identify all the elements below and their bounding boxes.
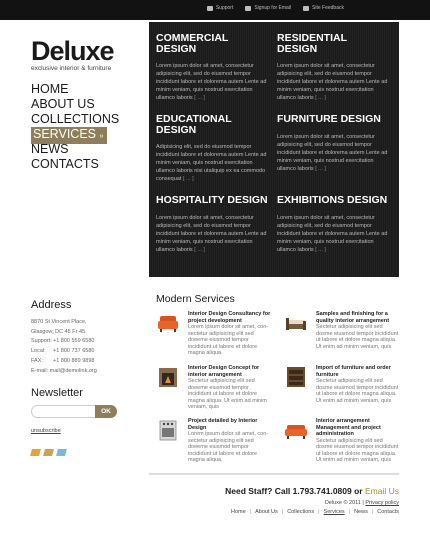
service-body: Sectetur adipisicing elit sed doeeme eiusmod tempor incididunt ut labore et dolore magna aliqua. Ut enim ad minim veniam, quis	[188, 378, 267, 410]
site-logo[interactable]	[31, 38, 114, 72]
service-heading[interactable]: Interior arrangement Management and project administration	[316, 418, 381, 437]
service-body: Sectetur adipisicing elit sed dosme eiusmod tempor incididunt ut labore et dolore magna aliqua. Ut enim ad minim veniam, quis	[316, 437, 399, 463]
rss-icon[interactable]	[30, 449, 41, 456]
unsubscribe-link[interactable]: unsubscribe	[31, 428, 61, 434]
panel-cell-text: Adipisicing elit, sed do eiusmod tempor incididunt labore et dolorema autem Lente ad minim veniam, quis nostrud exercitation ullamco laboris nisi utaliquip ex ea commodo consequat [ ... ]	[156, 144, 267, 182]
panel-cell-title[interactable]: HOSPITALITY DESIGN	[156, 194, 268, 206]
email-link[interactable]: mail@demolink.org	[49, 367, 97, 374]
panel-cell-text: Lorem ipsum dolor sit amet, consectetur adipisicing elit, sed do eiusmod tempor incididunt labore et dolorema autem Lente ad minim veniam, quis nostrud exercitation ullamco laboris [ ... ]	[277, 214, 388, 253]
panel-cell-exhibitions	[277, 195, 389, 254]
service-body: Lorem ipsum dolor sit amet, con-sectetur adipisicing elit sed doeeme eiusmod tempor incididunt ut labore et dolore magna aliqua.	[188, 324, 269, 356]
service-body: Sectetur adipisicing elit sed dosme eiusmod tempor incididunt ut labore et dolore magna aliqua. Ut enim ad minim veniam, quis	[316, 378, 399, 404]
panel-cell-text: Lorem ipsum dolor sit amet, consectetur adipisicing elit, sed do eiusmod tempor incididunt labore et dolorema autem Lente ad minim veniam, quis nostrud exercitation ullamco laboris [ ... ]	[277, 63, 388, 101]
read-more-link[interactable]: [ ... ]	[194, 95, 205, 101]
panel-cell-hospitality	[156, 195, 268, 254]
top-link-feedback[interactable]: Site Feedback	[303, 5, 344, 11]
read-more-link[interactable]: [ ... ]	[315, 165, 326, 172]
footer-nav-news[interactable]: News	[354, 509, 368, 515]
footer-divider	[149, 473, 399, 475]
fireplace-icon	[156, 365, 180, 389]
panel-cell-text: Lorem ipsum dolor sit amet, consectetur adipisicing elit, sed do eiusmod tempor incididunt labore et dolorema autem Lente ad minim veniam, quis nostrud exercitation ullamco laboris [ ... ]	[156, 63, 267, 101]
service-heading[interactable]: Project detailed by Interior Design	[188, 418, 258, 431]
bed-icon	[284, 311, 308, 335]
feedback-icon	[303, 6, 309, 11]
service-heading[interactable]: Import of furniture and order furniture	[316, 365, 391, 378]
read-more-link[interactable]: [ ... ]	[194, 246, 205, 253]
nav-item-about[interactable]: ABOUT US	[31, 97, 95, 111]
delicious-icon[interactable]	[43, 449, 54, 456]
panel-cell-residential	[277, 33, 389, 102]
nav-item-news[interactable]: NEWS	[31, 142, 69, 156]
modern-services-title: Modern Services	[156, 293, 235, 305]
top-links	[207, 5, 344, 11]
sofa-icon	[284, 418, 308, 442]
email-icon	[245, 6, 251, 11]
read-more-link[interactable]: [ ... ]	[315, 95, 326, 101]
copyright: Deluxe © 2011 | Privacy policy	[324, 500, 399, 506]
read-more-link[interactable]: [ ... ]	[182, 176, 194, 182]
chevron-right-icon: »	[99, 133, 104, 140]
footer-nav: Home | About Us | Collections | Services | News | Contacts	[231, 509, 399, 515]
nav-item-contacts[interactable]: CONTACTS	[31, 157, 99, 171]
stove-icon	[156, 418, 180, 442]
read-more-link[interactable]: [ ... ]	[315, 246, 326, 253]
social-icons	[31, 449, 66, 456]
headset-icon	[207, 6, 213, 11]
panel-cell-text: Lorem ipsum dolor sit amet, consectetur adipisicing elit, sed do eiusmod tempor incididunt labore et dolorema autem Lente ad minim veniam, quis nostrud exercitation ullamco laboris [ ... ]	[156, 214, 267, 253]
service-body: Lorem ipsum dolor sit amet, con-sectetur adipisicing elit sed doeeme eiusmod tempor incididunt ut labore et dolore magna aliqua.	[188, 431, 269, 463]
main-nav	[31, 82, 119, 172]
newsletter-title: Newsletter	[31, 387, 83, 399]
panel-cell-title[interactable]: EXHIBITIONS DESIGN	[277, 194, 388, 206]
privacy-policy-link[interactable]: Privacy policy	[365, 500, 399, 506]
armchair-icon	[156, 311, 180, 335]
service-heading[interactable]: Samples and finishing for a quality interior arrangement	[316, 311, 390, 324]
panel-cell-educational	[156, 114, 268, 183]
panel-cell-title[interactable]: COMMERCIAL DESIGN	[156, 32, 229, 55]
service-heading[interactable]: Interior Design Concept for interior arrangement	[188, 365, 260, 378]
newsletter-ok-button[interactable]: OK	[95, 405, 117, 418]
footer-nav-about[interactable]: About Us	[255, 509, 278, 515]
top-link-support[interactable]: Support	[207, 5, 234, 11]
address-title: Address	[31, 299, 72, 311]
footer-nav-services[interactable]: Services	[323, 509, 345, 515]
panel-cell-commercial	[156, 33, 268, 102]
service-body: Sectetur adipisicing elit sed dosme eiusmod tempor incididunt ut labore et dolore magna aliqua. Ut enim ad minim veniam, quis	[316, 324, 399, 350]
top-bar	[0, 0, 430, 20]
nav-item-collections[interactable]: COLLECTIONS	[31, 112, 120, 126]
address-block: 8870 St Vincent Place, Glasgow, DC 45 Fr 45. Support: +1 800 559 6580 Local: +1 800 737 6580 FAX: +1 800 889 9898 E-mail: mail@demolink.org	[31, 319, 97, 374]
twitter-icon[interactable]	[56, 449, 67, 456]
logo-title: Deluxe	[31, 36, 114, 66]
shelf-icon	[284, 365, 308, 389]
nav-item-home[interactable]: HOME	[31, 82, 69, 96]
footer-nav-home[interactable]: Home	[231, 509, 246, 515]
panel-cell-furniture	[277, 114, 389, 173]
panel-cell-title[interactable]: FURNITURE DESIGN	[277, 113, 381, 125]
panel-cell-title[interactable]: EDUCATIONAL DESIGN	[156, 113, 232, 136]
footer-nav-contacts[interactable]: Contacts	[377, 509, 399, 515]
footer-nav-collections[interactable]: Collections	[287, 509, 315, 515]
email-us-link[interactable]: Email Us	[364, 486, 399, 496]
panel-cell-title[interactable]: RESIDENTIAL DESIGN	[277, 32, 347, 55]
newsletter-email-input[interactable]	[31, 405, 96, 418]
nav-item-services[interactable]: SERVICES »	[31, 127, 119, 142]
need-staff-text: Need Staff? Call 1.793.741.0809 or Email Us	[225, 486, 399, 496]
services-panel	[149, 22, 399, 277]
logo-subtitle: exclusive interior & furniture	[31, 65, 112, 72]
panel-cell-text: Lorem ipsum dolor sit amet, consectetur adipisicing elit, sed do eiusmod tempor incididunt labore et dolorema autem Lente ad minim veniam, quis nostrud exercitation ullamco laboris [ ... ]	[277, 133, 388, 172]
service-heading[interactable]: Interior Design Consultancy for project development	[188, 311, 271, 324]
top-link-signup[interactable]: Signup for Email	[245, 5, 291, 11]
